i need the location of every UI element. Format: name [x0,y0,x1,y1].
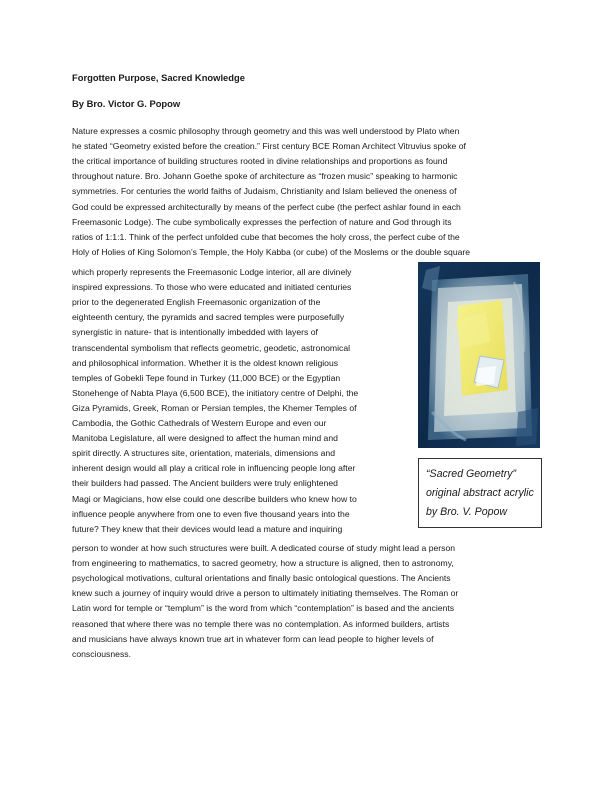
body-text-line: their builders had passed. The Ancient builders were truly enlightened [72,478,338,489]
body-text-line: throughout nature. Bro. Johann Goethe spoke of architecture as “frozen music” speaking to harmonic [72,171,458,182]
body-text-line: reasoned that where there was no temple there was no contemplation. As informed builders, artists [72,618,450,629]
body-text-line: Manitoba Legislature, all were designed to affect the human mind and [72,433,338,444]
body-text-line: ratios of 1:1:1. Think of the perfect unfolded cube that becomes the holy cross, the perfect cube of the [72,231,460,242]
body-text-line: Cambodia, the Gothic Cathedrals of Western Europe and even our [72,418,327,428]
body-text-line: spirit directly. A structures site, orientation, materials, dimensions and [72,448,336,459]
caption-line-2: original abstract acrylic [426,487,534,499]
author-byline: By Bro. Victor G. Popow [72,98,181,109]
caption-line-3: by Bro. V. Popow [426,506,508,518]
body-text-line: and musicians have always known true art in whatever form can lead people to higher levels of [72,633,434,644]
body-text-line: inspired expressions. To those who were educated and initiated centuries [72,282,352,293]
body-text-line: Giza Pyramids, Greek, Roman or Persian temples, the Khemer Temples of [72,402,357,413]
body-text-line: transcendental symbolism that reflects geometric, geodetic, astronomical [72,342,351,353]
painting-caption [418,458,542,528]
body-text-line: and philosophical information. Whether it is the oldest known religious [72,357,339,368]
body-text-line: person to wonder at how such structures were built. A dedicated course of study might lead a person [72,543,456,553]
body-text-line: Nature expresses a cosmic philosophy through geometry and this was well understood by Plato when [72,126,460,136]
body-text-line: Latin word for temple or “templum” is the word from which “contemplation” is based and the ancients [72,603,455,614]
body-text-line: prior to the degenerated English Freemasonic organization of the [72,297,321,308]
body-text-line: he stated “Geometry existed before the creation.” First century BCE Roman Architect Vitruvius spoke of [72,141,466,152]
body-text-line: the critical importance of building structures rooted in divine relationships and proportions as found [72,156,448,167]
body-text-line: inherent design would all play a critical role in influencing people long after [72,463,356,474]
body-text-line: synergistic in nature- that is intentionally imbedded with layers of [72,327,318,338]
body-text-line: from engineering to mathematics, to sacred geometry, how a structure is aligned, then to astronomy, [72,558,454,569]
caption-line-1: “Sacred Geometry” [426,468,517,480]
body-text-line: Magi or Magicians, how else could one describe builders who knew how to [72,493,357,504]
body-text-line: Freemasonic Lodge). The cube symbolically expresses the perfection of nature and God through its [72,216,452,227]
body-text-line: God could be expressed architecturally by means of the perfect cube (the perfect ashlar found in each [72,201,461,212]
body-text-line: Holy of Holies of King Solomon’s Temple, the Holy Kabba (or cube) of the Moslems or the double square [72,246,471,257]
body-text-line: knew such a journey of inquiry would drive a person to ultimately initiating themselves. The Roman or [72,588,459,599]
body-text-line: future? They knew that their devices would lead a mature and inquiring [72,523,343,534]
document-title: Forgotten Purpose, Sacred Knowledge [72,72,245,83]
body-text-line: eighteenth century, the pyramids and sacred temples were purposefully [72,312,345,323]
body-text-line: symmetries. For centuries the world faiths of Judaism, Christianity and Islam believed the oneness of [72,186,457,197]
body-text-line: consciousness. [72,648,131,659]
body-text-line: psychological motivations, cultural orientations and finally basic ontological questions. The Ancients [72,573,451,584]
sacred-geometry-painting [418,262,540,448]
body-text-line: which properly represents the Freemasonic Lodge interior, all are divinely [72,267,352,277]
body-text-line: Stonehenge of Nabta Playa (6,500 BCE), the initiatory centre of Delphi, the [72,387,359,398]
body-text-line: influence people anywhere from one to even five thousand years into the [72,508,350,519]
body-text-line: temples of Gobekli Tepe found in Turkey (11,000 BCE) or the Egyptian [72,372,341,383]
